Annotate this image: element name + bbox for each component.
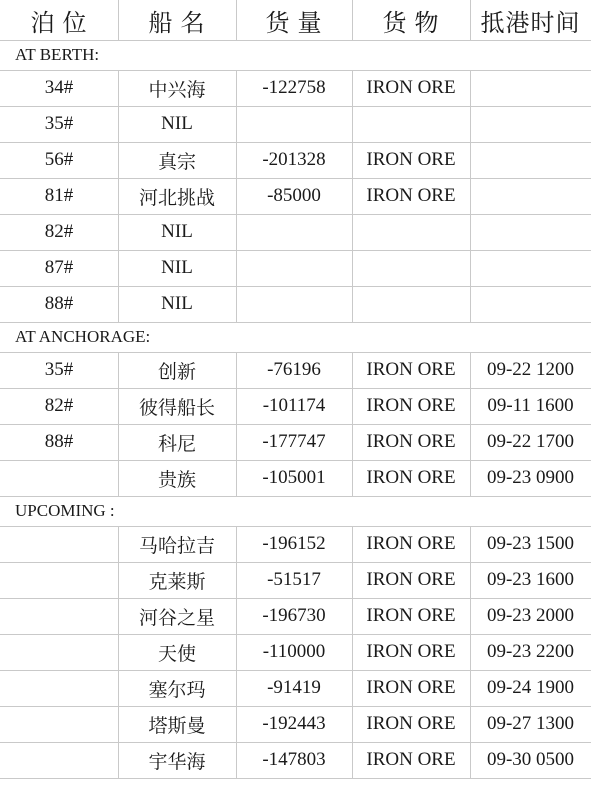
arrival-time-cell [470,214,591,250]
column-divider [352,0,353,40]
section-title: AT BERTH: [15,45,100,64]
berth-cell: 88# [44,293,74,314]
arrival-time-cell: 09-23 2200 [486,641,575,662]
berth-cell: 56# [44,149,74,170]
section-title: UPCOMING : [15,501,115,520]
arrival-time-cell [470,106,591,142]
berth-cell: 34# [44,77,74,98]
row-divider [0,778,591,779]
ship-name-cell: NIL [161,113,193,134]
cargo-quantity-cell: -76196 [267,359,321,380]
column-divider [352,352,353,496]
cargo-quantity-cell: -196152 [262,533,326,554]
column-divider [118,526,119,778]
cargo-type-cell [352,250,470,286]
ship-name-cell: 贵族 [157,469,196,491]
ship-name-cell: NIL [161,293,193,314]
cargo-quantity-cell: -192443 [262,713,326,734]
ship-name-cell: 宇华海 [148,751,206,773]
arrival-time-cell: 09-23 1600 [486,569,575,590]
cargo-type-cell: IRON ORE [366,359,456,380]
ship-name-cell: 马哈拉吉 [138,535,215,557]
berth-cell: 81# [44,185,74,206]
column-divider [236,0,237,40]
cargo-quantity-cell [236,286,352,322]
column-divider [118,352,119,496]
berth-cell: 87# [44,257,74,278]
arrival-time-cell: 09-23 2000 [486,605,575,626]
arrival-time-cell: 09-30 0500 [486,749,575,770]
ship-name-cell: 中兴海 [148,79,206,101]
berth-cell [0,526,118,562]
header-ship-name: 船 名 [148,10,206,37]
arrival-time-cell [470,286,591,322]
column-divider [352,70,353,322]
column-divider [118,0,119,40]
berth-cell [0,598,118,634]
cargo-quantity-cell: -91419 [267,677,321,698]
berth-cell: 82# [44,395,74,416]
cargo-type-cell: IRON ORE [366,533,456,554]
cargo-type-cell [352,106,470,142]
ship-name-cell: 科尼 [157,433,196,455]
column-divider [470,352,471,496]
ship-name-cell: NIL [161,257,193,278]
cargo-type-cell: IRON ORE [366,77,456,98]
berth-cell [0,670,118,706]
ship-name-cell: 彼得船长 [138,397,215,419]
column-divider [236,70,237,322]
arrival-time-cell: 09-23 0900 [486,467,575,488]
header-cargo-quantity: 货 量 [265,10,323,37]
cargo-quantity-cell: -51517 [267,569,321,590]
cargo-type-cell: IRON ORE [366,185,456,206]
column-divider [352,526,353,778]
cargo-quantity-cell: -85000 [267,185,321,206]
berth-cell [0,562,118,598]
arrival-time-cell [470,250,591,286]
arrival-time-cell [470,70,591,106]
cargo-type-cell: IRON ORE [366,569,456,590]
berth-cell: 35# [44,113,74,134]
berth-cell [0,742,118,778]
berth-cell [0,706,118,742]
cargo-quantity-cell: -196730 [262,605,326,626]
cargo-type-cell: IRON ORE [366,431,456,452]
arrival-time-cell: 09-11 1600 [487,395,574,416]
cargo-type-cell [352,286,470,322]
ship-name-cell: 创新 [157,361,196,383]
cargo-quantity-cell: -101174 [262,395,326,416]
column-divider [470,526,471,778]
column-divider [236,352,237,496]
cargo-quantity-cell: -147803 [262,749,326,770]
cargo-quantity-cell [236,214,352,250]
header-arrival-time: 抵港时间 [480,10,581,37]
berth-cell [0,634,118,670]
cargo-quantity-cell: -110000 [262,641,326,662]
cargo-type-cell: IRON ORE [366,713,456,734]
berth-cell: 35# [44,359,74,380]
cargo-type-cell: IRON ORE [366,605,456,626]
arrival-time-cell [470,142,591,178]
ship-name-cell: 河谷之星 [138,607,215,629]
cargo-quantity-cell: -201328 [262,149,326,170]
header-berth: 泊 位 [30,10,88,37]
ship-name-cell: 河北挑战 [138,187,215,209]
arrival-time-cell [470,178,591,214]
cargo-quantity-cell: -105001 [262,467,326,488]
section-title: AT ANCHORAGE: [15,327,151,346]
ship-name-cell: 克莱斯 [148,571,206,593]
berth-cell: 82# [44,221,74,242]
cargo-type-cell: IRON ORE [366,467,456,488]
cargo-type-cell: IRON ORE [366,149,456,170]
column-divider [118,70,119,322]
cargo-type-cell: IRON ORE [366,395,456,416]
column-divider [236,526,237,778]
arrival-time-cell: 09-22 1200 [486,359,575,380]
cargo-quantity-cell [236,106,352,142]
cargo-type-cell: IRON ORE [366,749,456,770]
arrival-time-cell: 09-27 1300 [486,713,575,734]
cargo-type-cell [352,214,470,250]
ship-name-cell: NIL [161,221,193,242]
ship-name-cell: 塔斯曼 [148,715,206,737]
header-cargo-type: 货 物 [382,10,440,37]
cargo-quantity-cell: -122758 [262,77,326,98]
arrival-time-cell: 09-22 1700 [486,431,575,452]
arrival-time-cell: 09-23 1500 [486,533,575,554]
column-divider [470,70,471,322]
cargo-quantity-cell [236,250,352,286]
cargo-type-cell: IRON ORE [366,677,456,698]
column-divider [470,0,471,40]
ship-name-cell: 塞尔玛 [148,679,206,701]
berth-cell: 88# [44,431,74,452]
ship-name-cell: 天使 [157,643,196,665]
berth-cell [0,460,118,496]
ship-name-cell: 真宗 [157,151,196,173]
arrival-time-cell: 09-24 1900 [486,677,575,698]
cargo-quantity-cell: -177747 [262,431,326,452]
cargo-type-cell: IRON ORE [366,641,456,662]
